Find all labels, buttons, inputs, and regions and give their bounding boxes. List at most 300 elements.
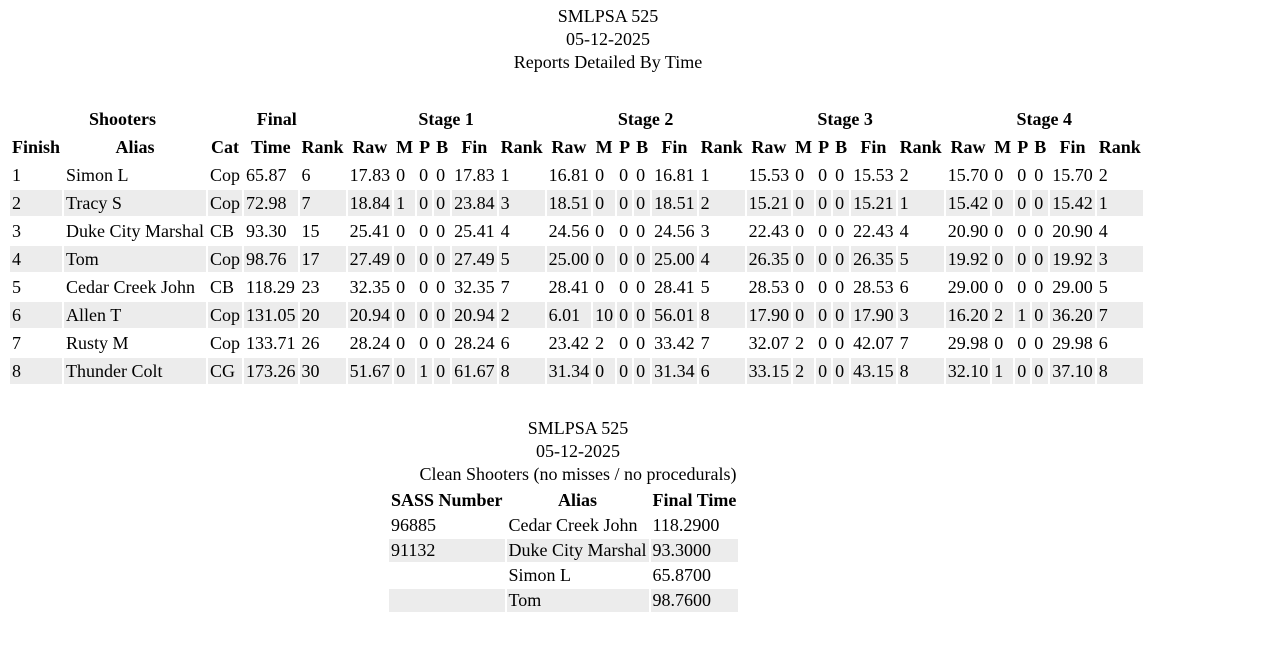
stage-1-rank: 2 (499, 302, 545, 328)
stage-2-raw: 28.41 (548, 276, 590, 297)
stage-4-raw: 32.10 (946, 358, 991, 384)
stage-4-rank: 5 (1098, 276, 1108, 297)
col-cat: Cat (211, 136, 240, 157)
stage-3-fin: 43.15 (851, 358, 896, 384)
clean-final-time: 93.3000 (651, 539, 739, 562)
cell-cat: Cop (208, 246, 242, 272)
stage-4-raw: 29.00 (947, 276, 989, 297)
stage-3-raw: 22.43 (748, 220, 790, 241)
stage-4-fin: 37.10 (1050, 358, 1095, 384)
stage-2-rank: 4 (699, 246, 745, 272)
stage-3-fin: 28.53 (853, 276, 894, 297)
stage-1-fin: 61.67 (452, 358, 497, 384)
stage-2-raw: 23.42 (548, 332, 590, 353)
cell-time: 133.71 (246, 332, 296, 353)
stage-4-fin: 36.20 (1050, 302, 1095, 328)
cell-alias: Thunder Colt (64, 358, 206, 384)
cell-time: 118.29 (246, 276, 295, 297)
stage-2-b: 0 (636, 220, 646, 241)
group-header-stage-4: Stage 4 (1016, 108, 1072, 129)
stage-4-b: 0 (1032, 190, 1048, 216)
stage-3-col-rank: Rank (899, 136, 942, 157)
stage-3-m: 0 (795, 220, 805, 241)
cell-alias: Tracy S (64, 190, 206, 216)
cell-rank: 20 (300, 302, 346, 328)
stage-2-p: 0 (617, 190, 632, 216)
clean-sass-number (389, 589, 505, 612)
stage-4-p: 0 (1017, 332, 1027, 353)
cell-finish: 1 (12, 164, 21, 185)
stage-1-raw: 27.49 (348, 246, 393, 272)
stage-4-raw: 20.90 (947, 220, 989, 241)
report-date: 05-12-2025 (566, 29, 650, 49)
stage-1-p: 0 (419, 332, 429, 353)
list-item (389, 564, 738, 587)
cell-alias: Cedar Creek John (66, 276, 195, 297)
cell-finish: 5 (12, 276, 21, 297)
cell-cat: Cop (208, 302, 242, 328)
stage-4-col-fin: Fin (1059, 136, 1086, 157)
stage-3-b: 0 (835, 220, 845, 241)
stage-4-raw: 29.98 (947, 332, 989, 353)
clean-final-time: 98.7600 (651, 589, 739, 612)
stage-3-rank: 6 (899, 276, 909, 297)
stage-1-rank: 1 (500, 164, 510, 185)
clean-sass-number: 91132 (389, 539, 505, 562)
stage-4-b: 0 (1034, 332, 1044, 353)
stage-1-fin: 23.84 (452, 190, 497, 216)
cell-alias: Allen T (64, 302, 206, 328)
stage-4-b: 0 (1034, 220, 1044, 241)
stage-3-raw: 17.90 (747, 302, 792, 328)
table-row (10, 246, 1143, 272)
stage-2-rank: 5 (700, 276, 710, 297)
stage-1-rank: 6 (500, 332, 510, 353)
stage-1-fin: 17.83 (454, 164, 495, 185)
stage-3-b: 0 (835, 276, 845, 297)
stage-4-rank: 2 (1098, 164, 1108, 185)
cell-finish: 7 (12, 332, 21, 353)
stage-1-p: 0 (417, 302, 432, 328)
stage-2-rank: 1 (700, 164, 710, 185)
stage-1-fin: 25.41 (454, 220, 495, 241)
cell-cat: Cop (208, 190, 242, 216)
cell-rank: 26 (301, 332, 320, 353)
stage-3-fin: 26.35 (851, 246, 896, 272)
stage-2-b: 0 (634, 302, 650, 328)
stage-2-m: 0 (595, 220, 605, 241)
stage-1-col-p: P (419, 136, 431, 157)
column-header-row (10, 134, 1143, 160)
clean-title: Clean Shooters (no misses / no procedurals) (419, 464, 737, 484)
clean-date: 05-12-2025 (536, 441, 620, 461)
stage-3-raw: 33.15 (747, 358, 792, 384)
cell-rank: 6 (301, 164, 311, 185)
stage-3-p: 0 (816, 302, 831, 328)
col-alias: Alias (115, 136, 155, 157)
stage-2-rank: 3 (700, 220, 710, 241)
stage-4-p: 0 (1017, 276, 1027, 297)
cell-cat: CB (210, 276, 235, 297)
stage-2-p: 0 (617, 246, 632, 272)
stage-4-p: 0 (1017, 220, 1027, 241)
stage-3-fin: 15.53 (853, 164, 894, 185)
clean-col-final-time: Final Time (652, 490, 737, 510)
stage-4-rank: 6 (1098, 332, 1108, 353)
stage-1-b: 0 (436, 220, 446, 241)
stage-2-m: 0 (593, 190, 615, 216)
stage-3-rank: 8 (898, 358, 944, 384)
stage-3-b: 0 (835, 332, 845, 353)
stage-1-b: 0 (436, 164, 446, 185)
stage-2-col-fin: Fin (661, 136, 688, 157)
cell-finish: 8 (10, 358, 62, 384)
stage-4-rank: 1 (1097, 190, 1143, 216)
stage-1-col-b: B (436, 136, 449, 157)
stage-4-fin: 15.42 (1050, 190, 1095, 216)
stage-4-fin: 29.00 (1052, 276, 1093, 297)
stage-3-m: 2 (793, 358, 814, 384)
clean-alias: Cedar Creek John (508, 515, 638, 535)
stage-4-col-raw: Raw (950, 136, 986, 157)
stage-3-m: 2 (795, 332, 805, 353)
stage-3-rank: 4 (899, 220, 909, 241)
stage-4-b: 0 (1034, 276, 1044, 297)
group-header-row (10, 106, 1143, 132)
stage-3-col-p: P (818, 136, 830, 157)
cell-time: 98.76 (244, 246, 298, 272)
stage-1-b: 0 (436, 276, 446, 297)
stage-3-p: 0 (816, 358, 831, 384)
stage-3-col-m: M (795, 136, 813, 157)
stage-4-col-m: M (994, 136, 1012, 157)
clean-club: SMLPSA 525 (527, 418, 629, 438)
results-body (10, 162, 1143, 384)
stage-2-p: 0 (619, 332, 629, 353)
stage-2-col-p: P (619, 136, 631, 157)
stage-4-b: 0 (1032, 358, 1048, 384)
stage-1-p: 0 (419, 276, 429, 297)
stage-2-b: 0 (634, 190, 650, 216)
stage-4-m: 1 (992, 358, 1013, 384)
cell-time: 173.26 (244, 358, 298, 384)
stage-3-rank: 7 (899, 332, 909, 353)
stage-3-m: 0 (793, 190, 814, 216)
stage-1-raw: 20.94 (348, 302, 393, 328)
stage-1-m: 1 (394, 190, 415, 216)
stage-4-b: 0 (1034, 164, 1044, 185)
report-club: SMLPSA 525 (557, 6, 659, 26)
clean-header (0, 417, 1156, 486)
stage-3-col-fin: Fin (860, 136, 887, 157)
stage-2-fin: 16.81 (654, 164, 695, 185)
list-item (389, 514, 738, 537)
stage-2-m: 10 (593, 302, 615, 328)
stage-1-raw: 51.67 (348, 358, 393, 384)
stage-2-b: 0 (634, 358, 650, 384)
col-time: Time (250, 136, 291, 157)
stage-4-col-b: B (1034, 136, 1047, 157)
stage-2-raw: 6.01 (547, 302, 592, 328)
stage-2-p: 0 (617, 358, 632, 384)
table-row (10, 190, 1143, 216)
stage-3-b: 0 (833, 302, 849, 328)
stage-2-m: 0 (595, 276, 605, 297)
stage-3-p: 0 (818, 164, 828, 185)
stage-2-fin: 18.51 (652, 190, 697, 216)
stage-4-m: 0 (994, 164, 1004, 185)
stage-1-raw: 17.83 (349, 164, 391, 185)
group-header-shooters: Shooters (89, 108, 157, 129)
stage-1-fin: 27.49 (452, 246, 497, 272)
stage-3-raw: 32.07 (748, 332, 790, 353)
clean-alias: Duke City Marshal (508, 540, 647, 560)
table-row (10, 302, 1143, 328)
cell-finish: 6 (10, 302, 62, 328)
stage-2-rank: 6 (699, 358, 745, 384)
stage-1-b: 0 (434, 246, 450, 272)
stage-4-m: 0 (994, 276, 1004, 297)
cell-time: 93.30 (246, 220, 287, 241)
clean-col-sass-number: SASS Number (391, 490, 503, 510)
col-rank: Rank (301, 136, 344, 157)
clean-final-time: 118.2900 (652, 515, 720, 535)
stage-4-raw: 15.42 (946, 190, 991, 216)
table-row (10, 330, 1143, 356)
stage-2-m: 0 (593, 246, 615, 272)
cell-rank: 30 (300, 358, 346, 384)
stage-1-fin: 28.24 (454, 332, 495, 353)
stage-1-m: 0 (394, 302, 415, 328)
group-header-stage-1: Stage 1 (418, 108, 474, 129)
stage-2-raw: 24.56 (548, 220, 590, 241)
stage-3-b: 0 (835, 164, 845, 185)
stage-3-raw: 28.53 (748, 276, 790, 297)
stage-3-p: 0 (816, 190, 831, 216)
stage-4-raw: 19.92 (946, 246, 991, 272)
stage-1-col-m: M (396, 136, 414, 157)
stage-1-col-fin: Fin (461, 136, 488, 157)
stage-4-m: 2 (992, 302, 1013, 328)
stage-1-rank: 3 (499, 190, 545, 216)
stage-2-m: 0 (595, 164, 605, 185)
stage-2-p: 0 (619, 164, 629, 185)
stage-1-col-raw: Raw (352, 136, 388, 157)
stage-3-col-raw: Raw (751, 136, 787, 157)
stage-4-p: 1 (1015, 302, 1030, 328)
cell-alias: Simon L (66, 164, 129, 185)
stage-3-b: 0 (833, 246, 849, 272)
cell-finish: 3 (12, 220, 21, 241)
stage-3-m: 0 (793, 246, 814, 272)
stage-3-raw: 15.21 (747, 190, 792, 216)
clean-sass-number: 96885 (391, 515, 436, 535)
stage-1-b: 0 (436, 332, 446, 353)
stage-2-b: 0 (634, 246, 650, 272)
list-item (389, 589, 738, 612)
cell-rank: 17 (300, 246, 346, 272)
clean-alias: Tom (507, 589, 649, 612)
stage-3-rank: 3 (898, 302, 944, 328)
stage-3-b: 0 (833, 190, 849, 216)
stage-1-m: 0 (394, 246, 415, 272)
stage-4-b: 0 (1032, 246, 1048, 272)
stage-2-p: 0 (617, 302, 632, 328)
stage-3-p: 0 (816, 246, 831, 272)
stage-4-p: 0 (1015, 246, 1030, 272)
stage-4-b: 0 (1032, 302, 1048, 328)
stage-3-col-b: B (835, 136, 848, 157)
stage-2-p: 0 (619, 276, 629, 297)
stage-4-p: 0 (1015, 190, 1030, 216)
stage-4-m: 0 (994, 332, 1004, 353)
stage-3-b: 0 (833, 358, 849, 384)
stage-1-p: 0 (417, 190, 432, 216)
stage-4-rank: 4 (1098, 220, 1108, 241)
stage-2-fin: 56.01 (652, 302, 697, 328)
stage-1-m: 0 (396, 276, 406, 297)
stage-4-raw: 15.70 (947, 164, 989, 185)
cell-cat: Cop (210, 332, 241, 353)
stage-3-p: 0 (818, 332, 828, 353)
stage-2-raw: 31.34 (547, 358, 592, 384)
stage-2-fin: 33.42 (654, 332, 695, 353)
stage-2-col-m: M (595, 136, 613, 157)
stage-3-fin: 17.90 (851, 302, 896, 328)
stage-2-b: 0 (636, 164, 646, 185)
stage-4-fin: 29.98 (1052, 332, 1093, 353)
clean-shooters-table (387, 487, 740, 614)
stage-4-p: 0 (1015, 358, 1030, 384)
stage-2-fin: 31.34 (652, 358, 697, 384)
stage-3-m: 0 (795, 276, 805, 297)
report-title: Reports Detailed By Time (513, 52, 703, 72)
stage-2-col-rank: Rank (700, 136, 743, 157)
stage-2-m: 2 (595, 332, 605, 353)
stage-3-rank: 5 (898, 246, 944, 272)
stage-4-m: 0 (992, 190, 1013, 216)
stage-1-col-rank: Rank (500, 136, 543, 157)
stage-2-rank: 7 (700, 332, 710, 353)
cell-alias: Duke City Marshal (66, 220, 205, 241)
stage-4-m: 0 (992, 246, 1013, 272)
cell-rank: 23 (301, 276, 320, 297)
table-row (10, 218, 1143, 244)
stage-3-fin: 22.43 (853, 220, 894, 241)
stage-2-fin: 28.41 (654, 276, 695, 297)
stage-3-p: 0 (818, 220, 828, 241)
cell-rank: 7 (300, 190, 346, 216)
stage-3-raw: 15.53 (748, 164, 790, 185)
cell-cat: CG (208, 358, 242, 384)
stage-2-rank: 8 (699, 302, 745, 328)
clean-sass-number (389, 564, 505, 587)
stage-1-p: 1 (417, 358, 432, 384)
stage-3-m: 0 (795, 164, 805, 185)
stage-4-fin: 20.90 (1052, 220, 1093, 241)
results-table (8, 104, 1145, 386)
stage-1-b: 0 (434, 190, 450, 216)
stage-3-rank: 2 (899, 164, 909, 185)
stage-2-b: 0 (636, 332, 646, 353)
table-row (10, 162, 1143, 188)
stage-1-b: 0 (434, 302, 450, 328)
cell-time: 65.87 (246, 164, 287, 185)
stage-1-p: 0 (419, 164, 429, 185)
stage-2-fin: 25.00 (652, 246, 697, 272)
stage-2-b: 0 (636, 276, 646, 297)
stage-2-m: 0 (593, 358, 615, 384)
cell-rank: 15 (301, 220, 320, 241)
stage-4-fin: 15.70 (1052, 164, 1093, 185)
stage-2-raw: 25.00 (547, 246, 592, 272)
stage-3-p: 0 (818, 276, 828, 297)
stage-4-rank: 3 (1097, 246, 1143, 272)
stage-1-rank: 4 (500, 220, 510, 241)
cell-alias: Tom (64, 246, 206, 272)
stage-4-raw: 16.20 (946, 302, 991, 328)
stage-4-fin: 19.92 (1050, 246, 1095, 272)
stage-2-rank: 2 (699, 190, 745, 216)
group-header-stage-3: Stage 3 (817, 108, 873, 129)
clean-final-time: 65.8700 (652, 565, 712, 585)
stage-1-m: 0 (396, 220, 406, 241)
cell-cat: Cop (210, 164, 241, 185)
clean-col-alias: Alias (558, 490, 598, 510)
stage-4-col-p: P (1017, 136, 1029, 157)
stage-2-col-b: B (636, 136, 649, 157)
stage-1-raw: 18.84 (348, 190, 393, 216)
group-header-final: Final (256, 108, 297, 129)
stage-1-fin: 32.35 (454, 276, 495, 297)
cell-finish: 2 (10, 190, 62, 216)
stage-1-raw: 32.35 (349, 276, 391, 297)
cell-time: 72.98 (244, 190, 298, 216)
stage-1-m: 0 (394, 358, 415, 384)
table-row (10, 358, 1143, 384)
stage-4-col-rank: Rank (1098, 136, 1141, 157)
stage-2-col-raw: Raw (551, 136, 587, 157)
cell-time: 131.05 (244, 302, 298, 328)
list-item (389, 539, 738, 562)
stage-3-fin: 15.21 (851, 190, 896, 216)
clean-header-row (389, 489, 738, 512)
stage-1-fin: 20.94 (452, 302, 497, 328)
stage-1-b: 0 (434, 358, 450, 384)
report-header (0, 5, 1216, 74)
stage-1-m: 0 (396, 164, 406, 185)
stage-4-p: 0 (1017, 164, 1027, 185)
stage-3-raw: 26.35 (747, 246, 792, 272)
clean-body (389, 514, 738, 612)
stage-1-raw: 28.24 (349, 332, 391, 353)
stage-1-p: 0 (417, 246, 432, 272)
stage-3-m: 0 (793, 302, 814, 328)
stage-2-raw: 16.81 (548, 164, 590, 185)
stage-3-rank: 1 (898, 190, 944, 216)
table-row (10, 274, 1143, 300)
cell-cat: CB (210, 220, 235, 241)
stage-2-p: 0 (619, 220, 629, 241)
stage-1-rank: 7 (500, 276, 510, 297)
stage-1-rank: 8 (499, 358, 545, 384)
stage-2-fin: 24.56 (654, 220, 695, 241)
clean-alias: Simon L (508, 565, 572, 585)
stage-1-raw: 25.41 (349, 220, 391, 241)
stage-4-m: 0 (994, 220, 1004, 241)
stage-1-m: 0 (396, 332, 406, 353)
cell-finish: 4 (10, 246, 62, 272)
